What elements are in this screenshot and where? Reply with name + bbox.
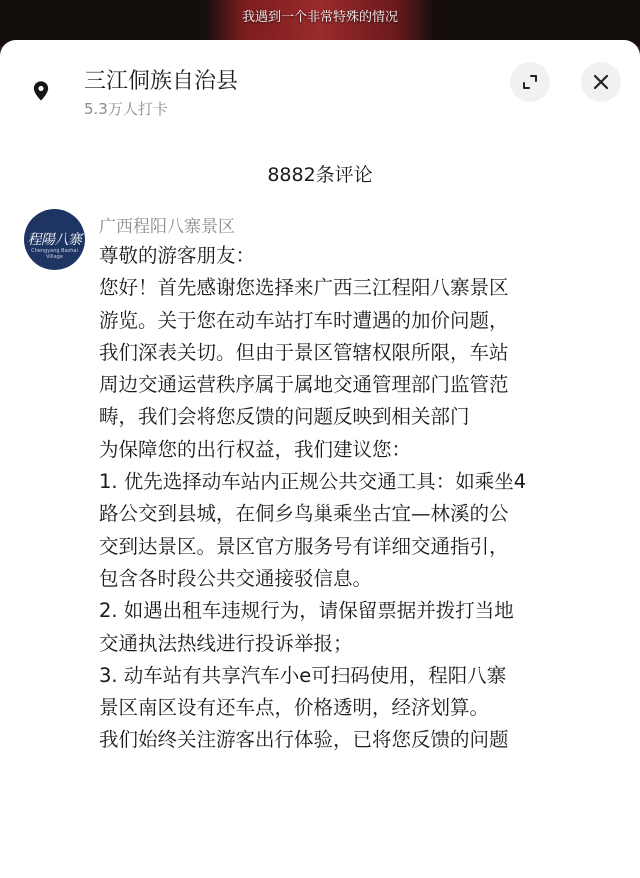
comments-sheet: [0, 40, 640, 878]
comment-line: 交通执法热线进行投诉举报；: [99, 631, 353, 655]
expand-icon: [521, 73, 539, 91]
comment-line: 路公交到县城，在侗乡鸟巢乘坐古宜—林溪的公: [99, 502, 509, 526]
checkin-count: 5.3万人打卡: [84, 100, 168, 118]
comment-line: 尊敬的游客朋友：: [99, 244, 256, 267]
comment-text[interactable]: [99, 240, 619, 757]
commenter-name[interactable]: 广西程阳八寨景区: [99, 217, 235, 237]
comment-line: 游览。关于您在动车站打车时遭遇的加价问题，: [99, 308, 509, 332]
comment-line: 景区南区设有还车点，价格透明，经济划算。: [99, 696, 490, 720]
comment-line: 1. 优先选择动车站内正规公共交通工具：如乘坐4: [99, 470, 527, 494]
comment-count: 8882条评论: [267, 164, 373, 186]
comment-line: 周边交通运营秩序属于属地交通管理部门监管范: [99, 373, 509, 397]
comment-line: 畴，我们会将您反馈的问题反映到相关部门: [99, 405, 470, 429]
comment-line: 交到达景区。景区官方服务号有详细交通指引，: [99, 534, 509, 558]
location-title[interactable]: 三江侗族自治县: [84, 69, 239, 94]
comment-line: 3. 动车站有共享汽车小e可扫码使用，程阳八寨: [99, 663, 507, 687]
avatar-logo-subtitle: Chengyang Bazhai Village: [31, 248, 78, 260]
close-button[interactable]: [581, 62, 621, 102]
comment-line: 2. 如遇出租车违规行为，请保留票据并拨打当地: [99, 599, 514, 623]
video-caption: 我遇到一个非常特殊的情况: [241, 10, 398, 25]
close-icon: [592, 73, 610, 91]
comment-line: 为保障您的出行权益，我们建议您：: [99, 437, 412, 461]
comment-line: 我们始终关注游客出行体验，已将您反馈的问题: [99, 728, 509, 752]
comment-line: 我们深表关切。但由于景区管辖权限所限，车站: [99, 340, 509, 364]
expand-button[interactable]: [510, 62, 550, 102]
comment-line: 包含各时段公共交通接驳信息。: [99, 566, 373, 590]
avatar-logo: 程陽八寨: [27, 232, 82, 248]
avatar[interactable]: [24, 209, 85, 270]
comment-line: 您好！首先感谢您选择来广西三江程阳八寨景区: [99, 276, 509, 300]
location-pin-icon: [30, 80, 52, 102]
